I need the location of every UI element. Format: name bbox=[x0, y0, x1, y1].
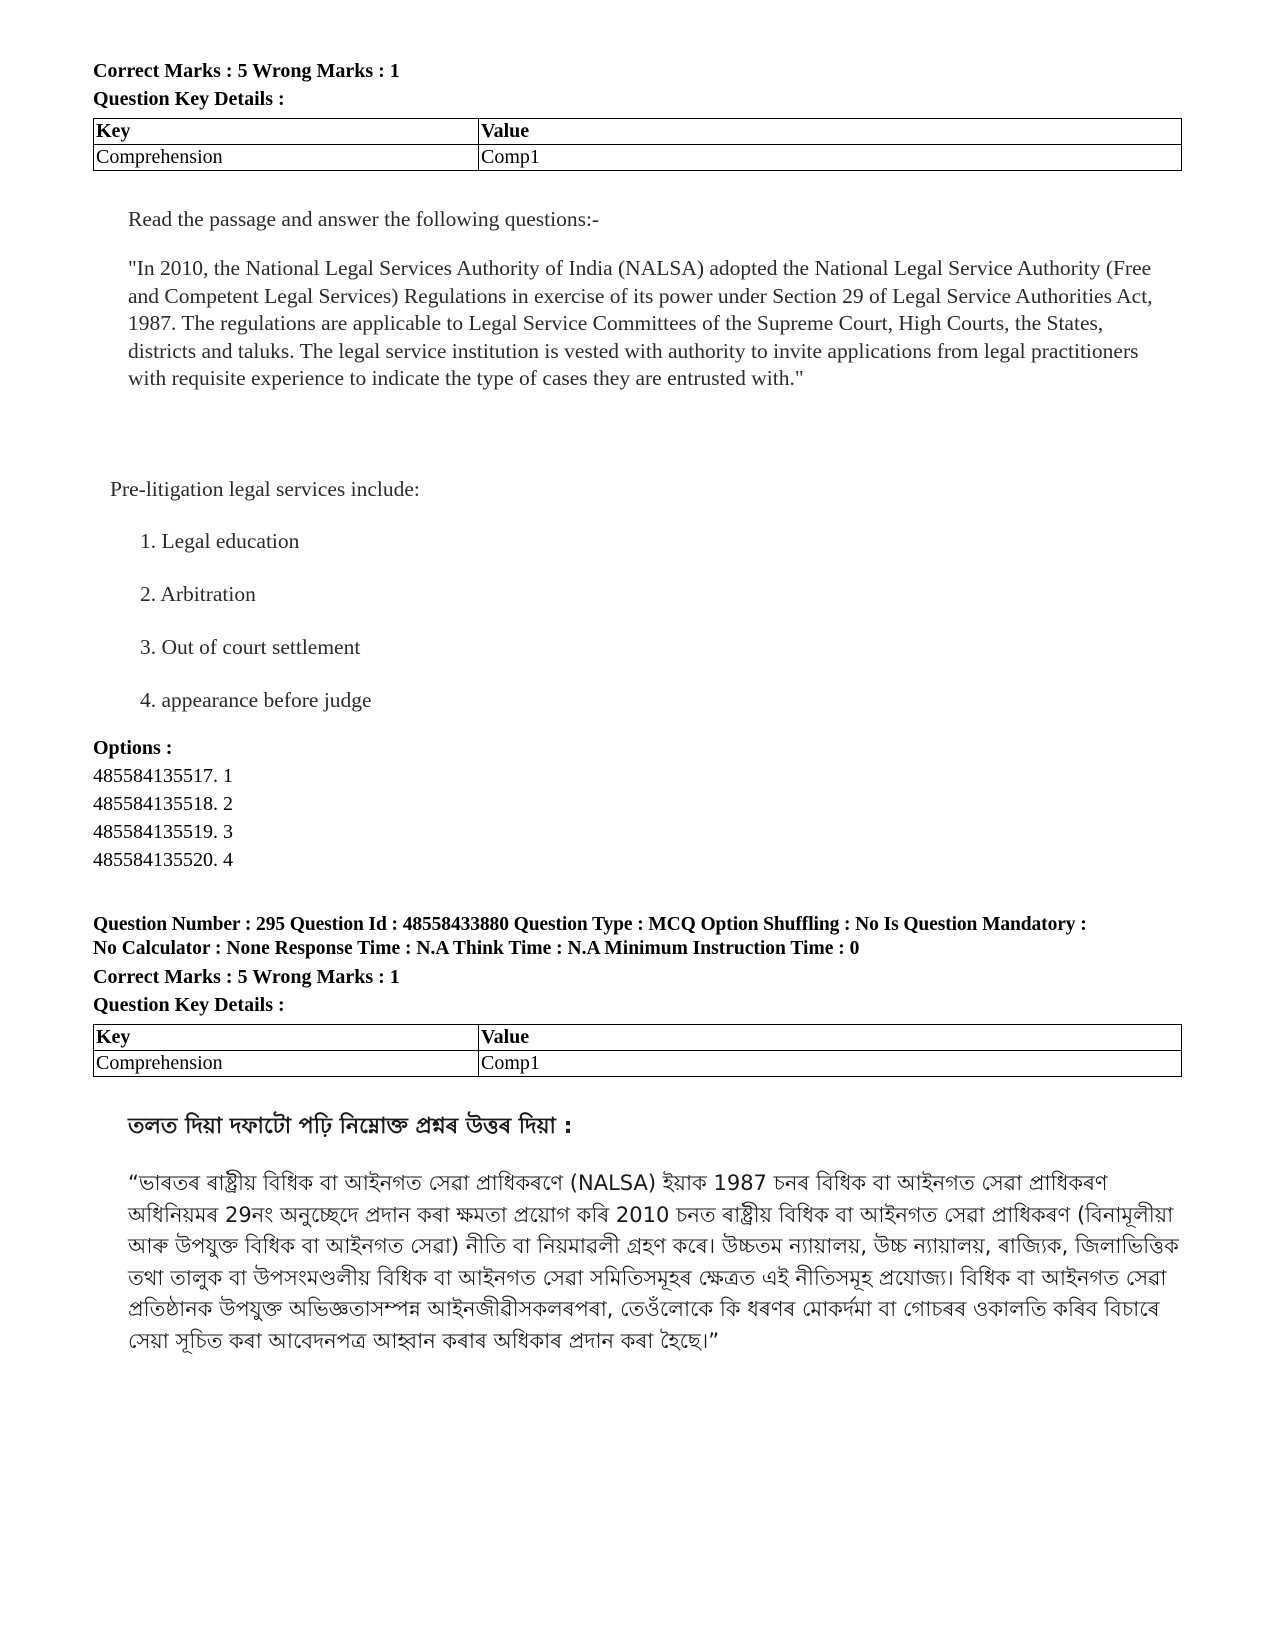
table-header-row bbox=[94, 1025, 1182, 1051]
q1-question: Pre-litigation legal services include: bbox=[110, 477, 420, 501]
option-3: 485584135519. 3 bbox=[93, 821, 233, 843]
q2-key-details-label: Question Key Details : bbox=[93, 994, 285, 1016]
q1-passage: "In 2010, the National Legal Services Authority of India (NALSA) adopted the National Legal Service Authority (Free and Competent Legal Services) Regulations in exercise of its power under Section 29 of Legal Service Authorities Act, 1987. The regulations are applicable to Legal Service Committees of the Supreme Court, High Courts, the States, districts and taluks. The legal service institution is vested with authority to invite applications from legal practitioners with requisite experience to indicate the type of cases they are entrusted with." bbox=[128, 256, 1153, 390]
key-header: Key bbox=[94, 119, 479, 145]
table-header-row bbox=[94, 119, 1182, 145]
q2-instruction: তলত দিয়া দফাটো পঢ়ি নিম্নোক্ত প্ৰশ্নৰ উত্তৰ দিয়া : bbox=[128, 1114, 573, 1139]
q2-header-line-1: Question Number : 295 Question Id : 48558433880 Question Type : MCQ Option Shuffling : No Is Question Mandatory : bbox=[93, 914, 1087, 935]
q1-marks: Correct Marks : 5 Wrong Marks : 1 bbox=[93, 60, 400, 82]
option-1: 485584135517. 1 bbox=[93, 765, 233, 787]
table-row bbox=[94, 145, 1182, 171]
q1-key-table bbox=[93, 118, 1182, 171]
value-cell: Comp1 bbox=[479, 145, 1182, 171]
q1-item-2: 2. Arbitration bbox=[140, 582, 256, 606]
value-cell: Comp1 bbox=[479, 1051, 1182, 1077]
key-cell: Comprehension bbox=[94, 145, 479, 171]
key-cell: Comprehension bbox=[94, 1051, 479, 1077]
option-2: 485584135518. 2 bbox=[93, 793, 233, 815]
q2-header-line-2: No Calculator : None Response Time : N.A Think Time : N.A Minimum Instruction Time : 0 bbox=[93, 938, 860, 959]
option-4: 485584135520. 4 bbox=[93, 849, 233, 871]
q1-options-label: Options : bbox=[93, 737, 173, 759]
q1-instruction: Read the passage and answer the following questions:- bbox=[128, 207, 600, 231]
value-header: Value bbox=[479, 119, 1182, 145]
q2-key-table bbox=[93, 1024, 1182, 1077]
q1-item-1: 1. Legal education bbox=[140, 529, 300, 553]
key-header: Key bbox=[94, 1025, 479, 1051]
q1-item-4: 4. appearance before judge bbox=[140, 688, 372, 712]
q1-key-details-label: Question Key Details : bbox=[93, 88, 285, 110]
value-header: Value bbox=[479, 1025, 1182, 1051]
q1-item-3: 3. Out of court settlement bbox=[140, 635, 361, 659]
q2-marks: Correct Marks : 5 Wrong Marks : 1 bbox=[93, 966, 400, 988]
q2-passage: “ভাৰতৰ ৰাষ্ট্ৰীয় বিধিক বা আইনগত সেৱা প্ৰাধিকৰণে (NALSA) ইয়াক 1987 চনৰ বিধিক বা আইনগত সেৱা প্ৰাধিকৰণ অধিনিয়মৰ 29নং অনুচ্ছেদে প্ৰদান কৰা ক্ষমতা প্ৰয়োগ কৰি 2010 চনত ৰাষ্ট্ৰীয় বিধিক বা আইনগত সেৱা প্ৰাধিকৰণ (বিনামূলীয়া আৰু উপযুক্ত বিধিক বা আইনগত সেৱা) নীতি বা নিয়মাৱলী গ্ৰহণ কৰে। উচ্চতম ন্যায়ালয়, উচ্চ ন্যায়ালয়, ৰাজ্যিক, জিলাভিত্তিক তথা তালুক বা উপসংমণ্ডলীয় বিধিক বা আইনগত সেৱা সমিতিসমূহৰ ক্ষেত্ৰত এই নীতিসমূহ প্ৰযোজ্য। বিধিক বা আইনগত সেৱা প্ৰতিষ্ঠানক উপযুক্ত অভিজ্ঞতাসম্পন্ন আইনজীৱীসকলৰপৰা, তেওঁলোকে কি ধৰণৰ মোকৰ্দমা বা গোচৰৰ ওকালতি কৰিব বিচাৰে সেয়া সূচিত কৰা আবেদনপত্ৰ আহ্বান কৰাৰ অধিকাৰ প্ৰদান কৰা হৈছে।” bbox=[128, 1171, 1179, 1353]
table-row bbox=[94, 1051, 1182, 1077]
